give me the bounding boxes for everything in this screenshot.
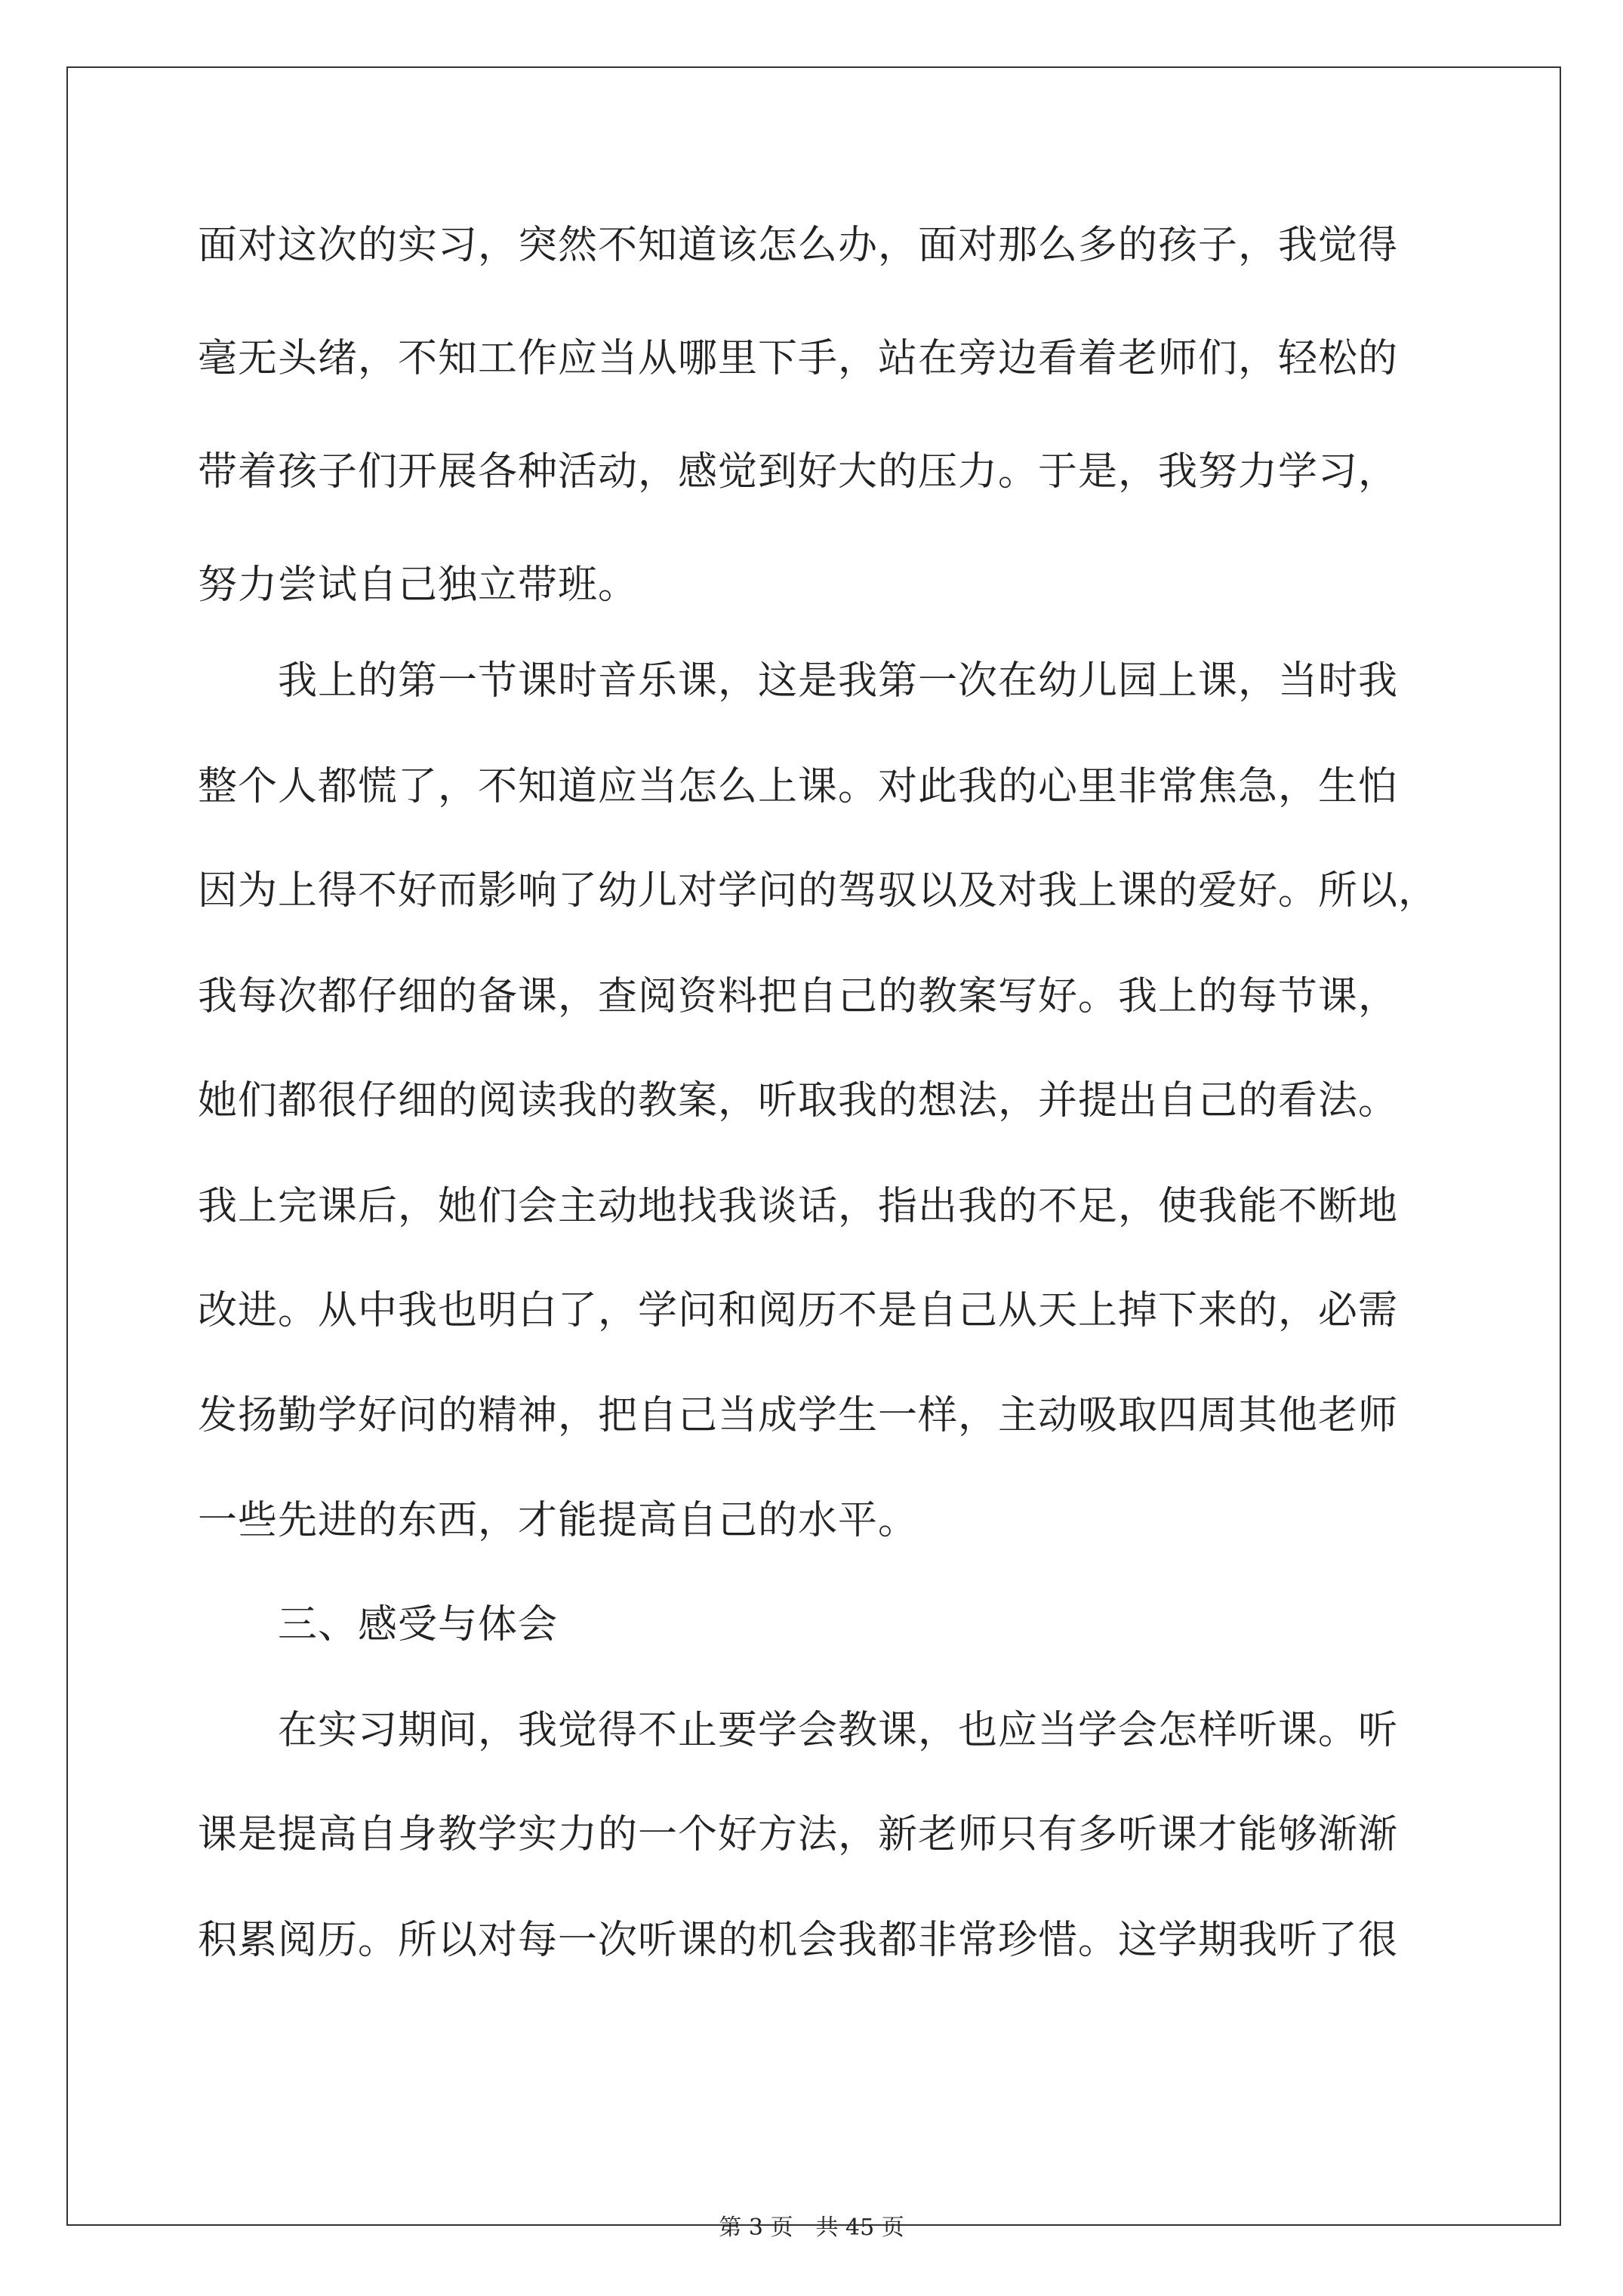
page-border [66,66,1561,2226]
text-line: 积累阅历。所以对每一次听课的机会我都非常珍惜。这学期我听了很 [198,1918,1399,1963]
text-line: 毫无头绪，不知工作应当从哪里下手，站在旁边看着老师们，轻松的 [198,336,1399,381]
section-heading: 三、感受与体会 [278,1602,559,1647]
page-number: 第 3 页 共 45 页 [719,2214,904,2241]
text-line: 我上的第一节课时音乐课，这是我第一次在幼儿园上课，当时我 [278,658,1399,704]
text-line: 课是提高自身教学实力的一个好方法，新老师只有多听课才能够渐渐 [198,1812,1399,1857]
text-line: 一些先进的东西，才能提高自己的水平。 [198,1498,919,1543]
text-line: 我上完课后，她们会主动地找我谈话，指出我的不足，使我能不断地 [198,1184,1399,1229]
text-line: 她们都很仔细的阅读我的教案，听取我的想法，并提出自己的看法。 [198,1078,1399,1123]
text-line: 我每次都仔细的备课，查阅资料把自己的教案写好。我上的每节课， [198,974,1399,1019]
text-line: 面对这次的实习，突然不知道该怎么办，面对那么多的孩子，我觉得 [198,223,1399,268]
text-line: 在实习期间，我觉得不止要学会教课，也应当学会怎样听课。听 [278,1708,1399,1753]
text-line: 努力尝试自己独立带班。 [198,562,639,608]
text-line: 带着孩子们开展各种活动，感觉到好大的压力。于是，我努力学习， [198,449,1399,495]
text-line: 改进。从中我也明白了，学问和阅历不是自己从天上掉下来的，必需 [198,1288,1399,1333]
text-line: 整个人都慌了，不知道应当怎么上课。对此我的心里非常焦急，生怕 [198,764,1399,809]
text-line: 因为上得不好而影响了幼儿对学问的驾驭以及对我上课的爱好。所以， [198,868,1439,914]
text-line: 发扬勤学好问的精神，把自己当成学生一样，主动吸取四周其他老师 [198,1393,1399,1438]
